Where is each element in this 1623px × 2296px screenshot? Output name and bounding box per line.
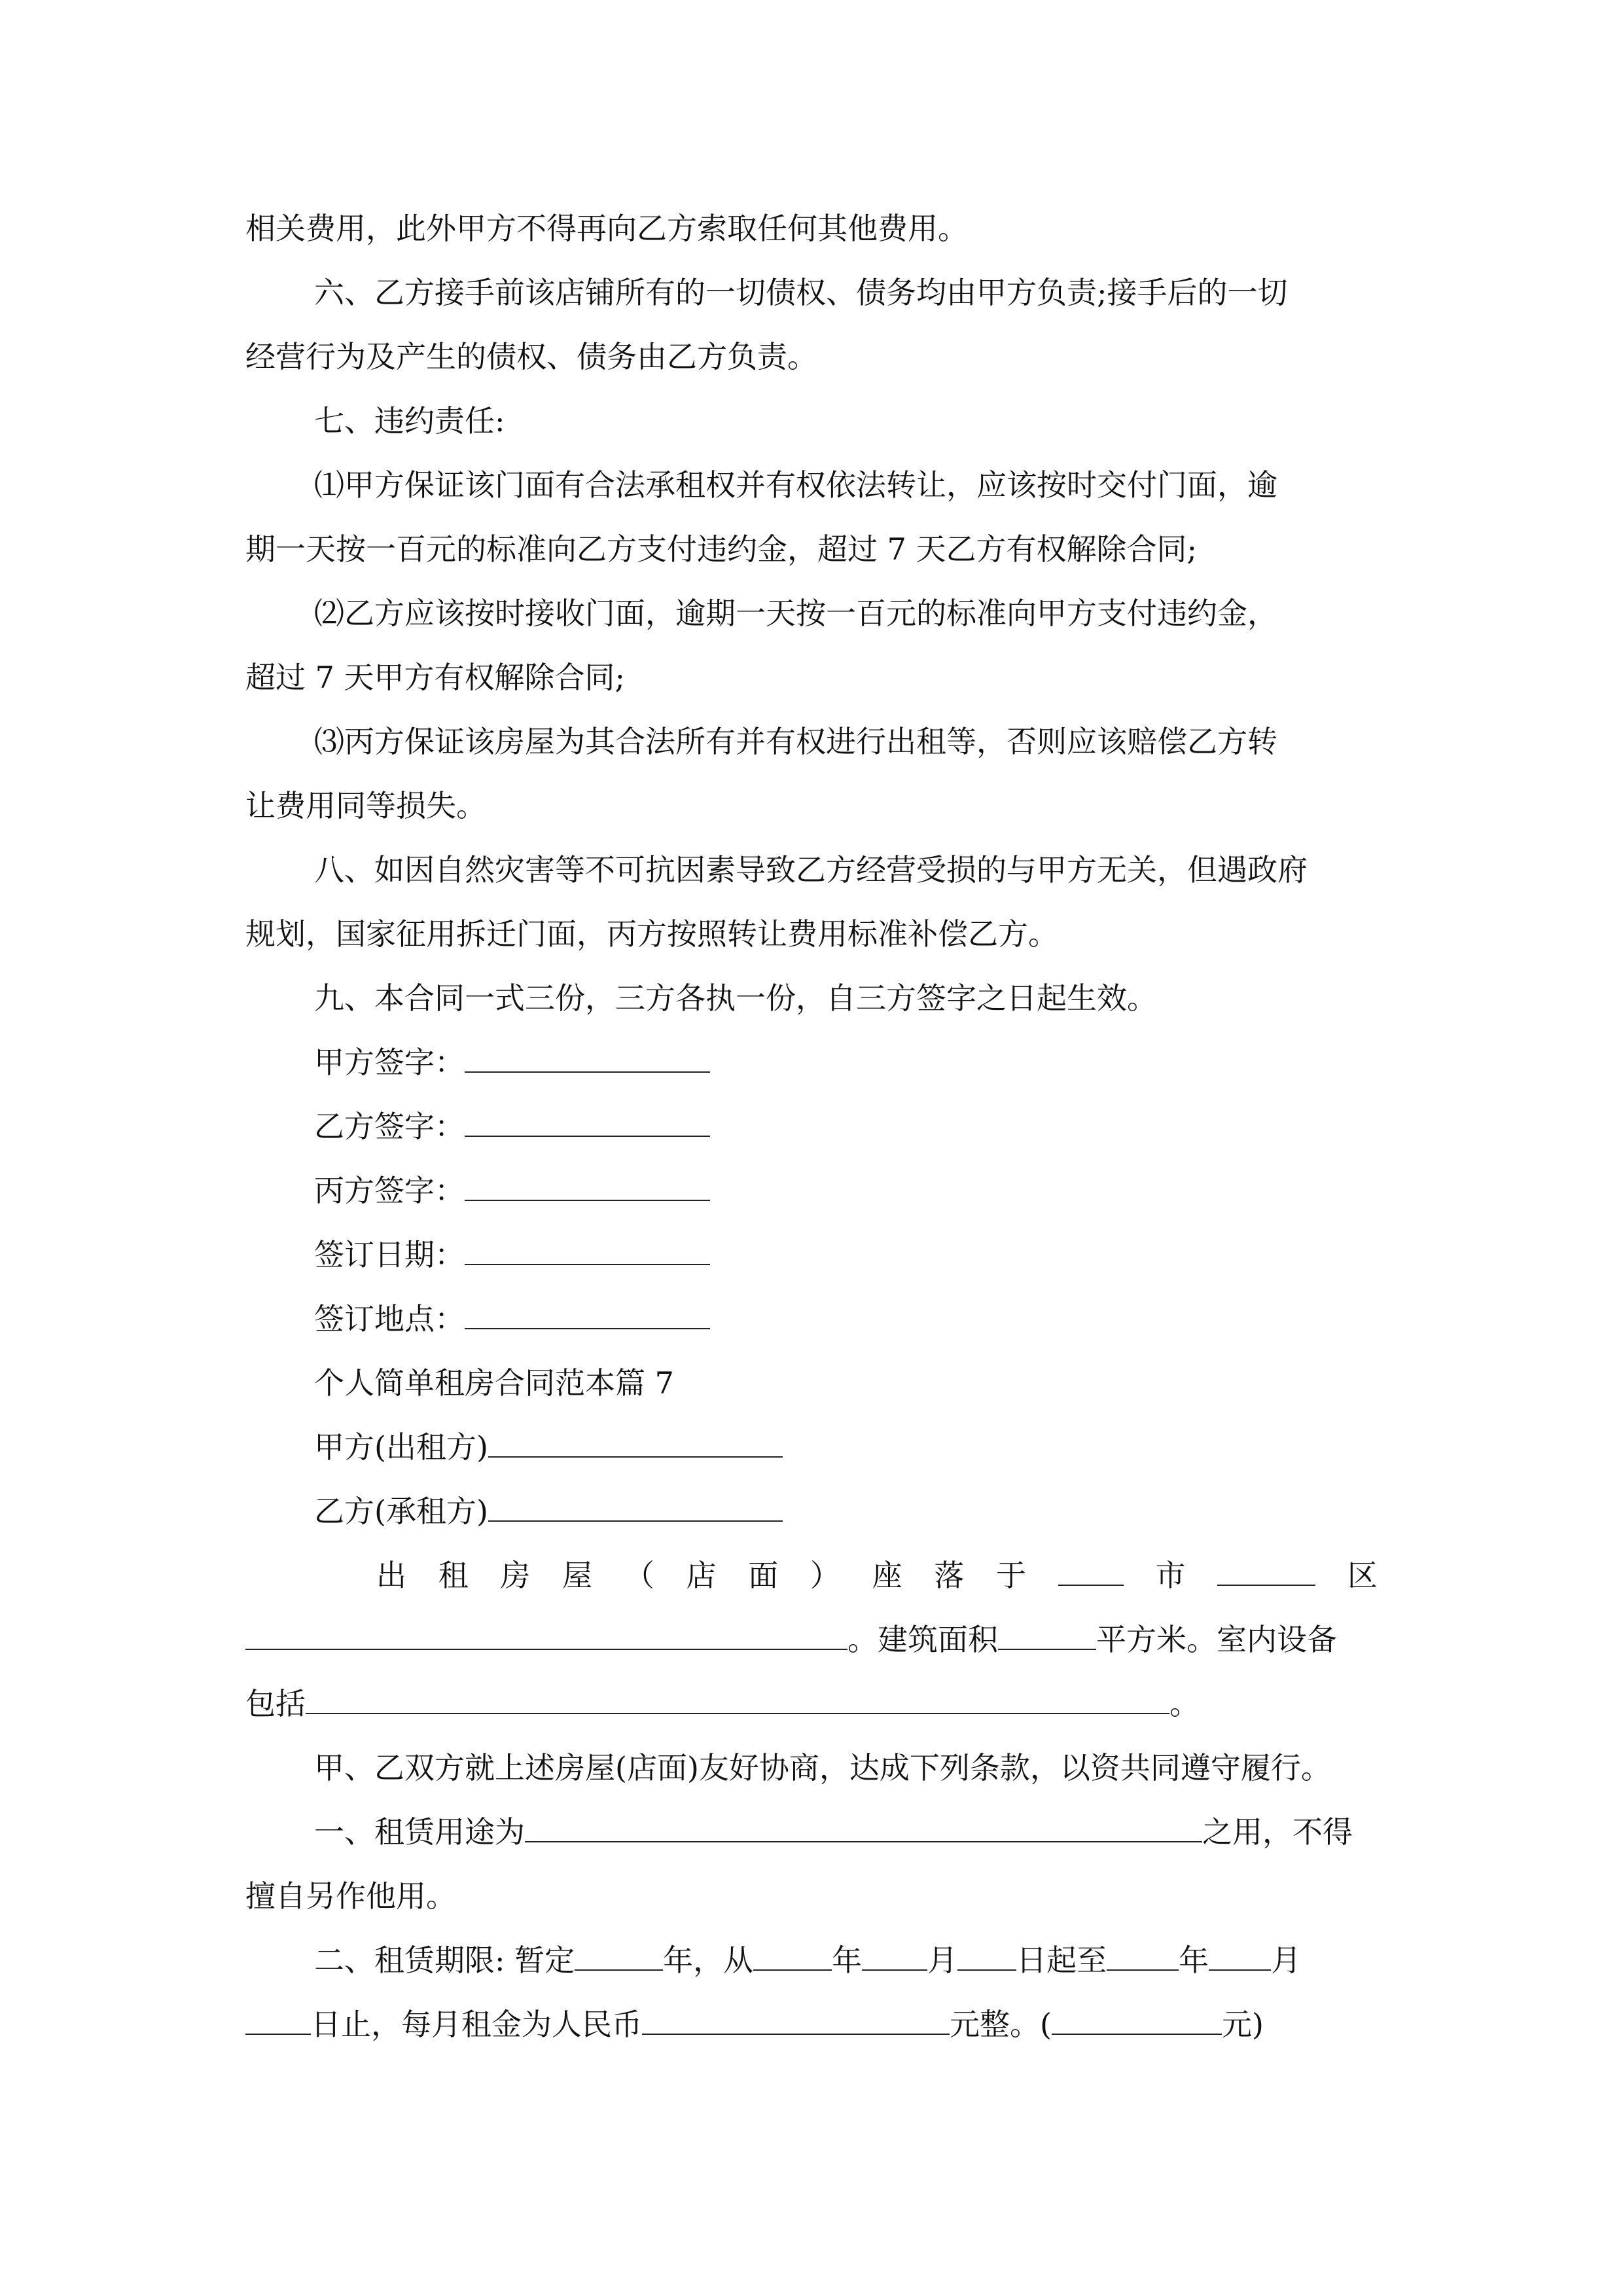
lease-purpose-line2: 擅自另作他用。	[245, 1878, 456, 1914]
lease-purpose-prefix: 一、租赁用途为	[314, 1814, 525, 1850]
end-month-label: 月	[1271, 1943, 1302, 1978]
party-a-field[interactable]	[488, 1417, 783, 1458]
loc-char: 于	[996, 1558, 1027, 1593]
loc-char: 面	[748, 1558, 779, 1593]
signature-party-c	[245, 1158, 1378, 1223]
contract-page	[245, 196, 1378, 2056]
signature-party-a-label: 甲方签字：	[314, 1045, 465, 1080]
signature-party-b-field[interactable]	[465, 1096, 710, 1137]
signature-party-b-label: 乙方签字：	[314, 1109, 465, 1144]
loc-char: 座	[872, 1558, 902, 1593]
rent-yuan-label: 元整。(	[950, 2007, 1052, 2042]
end-month-field[interactable]	[1209, 1930, 1271, 1971]
area-prefix: 。建筑面积	[847, 1622, 998, 1657]
term-years-label: 年，从	[663, 1943, 754, 1978]
loc-char: 租	[438, 1558, 469, 1593]
lease-purpose-field[interactable]	[525, 1802, 1202, 1842]
signature-party-b	[245, 1094, 1378, 1158]
breach-item-1-line2: 期一天按一百元的标准向乙方支付违约金，超过 7 天乙方有权解除合同;	[245, 531, 1198, 567]
breach-item-1-line1: ⑴甲方保证该门面有合法承租权并有权依法转让，应该按时交付门面，逾	[314, 467, 1277, 503]
clause-seven-heading: 七、违约责任:	[314, 403, 505, 439]
signature-party-c-field[interactable]	[465, 1160, 710, 1201]
lease-term-prefix: 二、租赁期限: 暂定	[314, 1943, 575, 1978]
address-field[interactable]	[245, 1609, 847, 1650]
loc-char: 落	[934, 1558, 965, 1593]
clause-eight-line2: 规划，国家征用拆迁门面，丙方按照转让费用标准补偿乙方。	[245, 916, 1058, 952]
end-year-label: 年	[1179, 1943, 1209, 1978]
breach-item-2-line2: 超过 7 天甲方有权解除合同;	[245, 660, 626, 695]
signing-date	[245, 1223, 1378, 1287]
clause-six-line2: 经营行为及产生的债权、债务由乙方负责。	[245, 339, 817, 374]
rent-prefix: 日止，每月租金为人民币	[311, 2007, 642, 2042]
equipment-field[interactable]	[306, 1674, 1169, 1714]
area-suffix: 平方米。室内设备	[1096, 1622, 1337, 1657]
loc-char: 房	[500, 1558, 531, 1593]
signing-place-label: 签订地点：	[314, 1301, 465, 1336]
loc-char: （	[624, 1558, 654, 1593]
signing-date-label: 签订日期：	[314, 1237, 465, 1272]
lease-term-line1	[245, 1928, 1378, 1992]
party-b-line	[245, 1479, 1378, 1543]
agreement-intro: 甲、乙双方就上述房屋(店面)友好协商，达成下列条款，以资共同遵守履行。	[314, 1750, 1331, 1785]
signing-place-field[interactable]	[465, 1289, 710, 1329]
premises-location-line	[245, 1543, 1378, 1607]
equipment-prefix: 包括	[245, 1686, 306, 1721]
loc-char: ）	[810, 1558, 840, 1593]
city-field[interactable]	[1058, 1545, 1124, 1586]
district-label: 区	[1347, 1558, 1378, 1593]
building-area-line	[245, 1607, 1378, 1672]
signing-date-field[interactable]	[465, 1225, 710, 1265]
start-year-field[interactable]	[753, 1930, 832, 1971]
loc-char: 屋	[562, 1558, 593, 1593]
signature-party-a	[245, 1030, 1378, 1094]
section-title-7: 个人简单租房合同范本篇 7	[314, 1365, 674, 1401]
end-day-field[interactable]	[245, 1994, 311, 2035]
start-month-label: 月	[927, 1943, 958, 1978]
signature-party-c-label: 丙方签字：	[314, 1173, 465, 1208]
equipment-end: 。	[1169, 1686, 1200, 1721]
breach-item-3-line1: ⑶丙方保证该房屋为其合法所有并有权进行出租等，否则应该赔偿乙方转	[314, 724, 1277, 759]
lease-term-line2	[245, 1992, 1378, 2056]
loc-char: 出	[376, 1558, 406, 1593]
clause-eight-line1: 八、如因自然灾害等不可抗因素导致乙方经营受损的与甲方无关，但遇政府	[314, 852, 1308, 888]
equipment-line	[245, 1672, 1378, 1736]
rent-yuan-close: 元)	[1221, 2007, 1264, 2042]
clause-nine: 九、本合同一式三份，三方各执一份，自三方签字之日起生效。	[314, 980, 1157, 1016]
lease-purpose-line1	[245, 1800, 1378, 1864]
start-year-label: 年	[832, 1943, 863, 1978]
party-b-label: 乙方(承租方)	[314, 1494, 488, 1529]
signature-party-a-field[interactable]	[465, 1032, 710, 1073]
end-year-field[interactable]	[1107, 1930, 1179, 1971]
loc-char: 店	[686, 1558, 717, 1593]
rent-amount-number-field[interactable]	[1052, 1994, 1222, 2035]
paragraph-fees: 相关费用，此外甲方不得再向乙方索取任何其他费用。	[245, 211, 968, 246]
party-a-label: 甲方(出租方)	[314, 1429, 488, 1465]
party-b-field[interactable]	[488, 1481, 783, 1522]
clause-six-line1: 六、乙方接手前该店铺所有的一切债权、债务均由甲方负责;接手后的一切	[314, 275, 1288, 310]
term-years-field[interactable]	[575, 1930, 663, 1971]
start-day-field[interactable]	[957, 1930, 1016, 1971]
signing-place	[245, 1287, 1378, 1351]
party-a-line	[245, 1415, 1378, 1479]
breach-item-2-line1: ⑵乙方应该按时接收门面，逾期一天按一百元的标准向甲方支付违约金，	[314, 596, 1277, 631]
breach-item-3-line2: 让费用同等损失。	[245, 788, 486, 823]
district-field[interactable]	[1217, 1545, 1315, 1586]
rent-amount-words-field[interactable]	[642, 1994, 950, 2035]
start-day-label: 日起至	[1016, 1943, 1107, 1978]
area-field[interactable]	[998, 1609, 1096, 1650]
lease-purpose-suffix: 之用，不得	[1202, 1814, 1353, 1850]
start-month-field[interactable]	[862, 1930, 927, 1971]
city-label: 市	[1155, 1558, 1186, 1593]
